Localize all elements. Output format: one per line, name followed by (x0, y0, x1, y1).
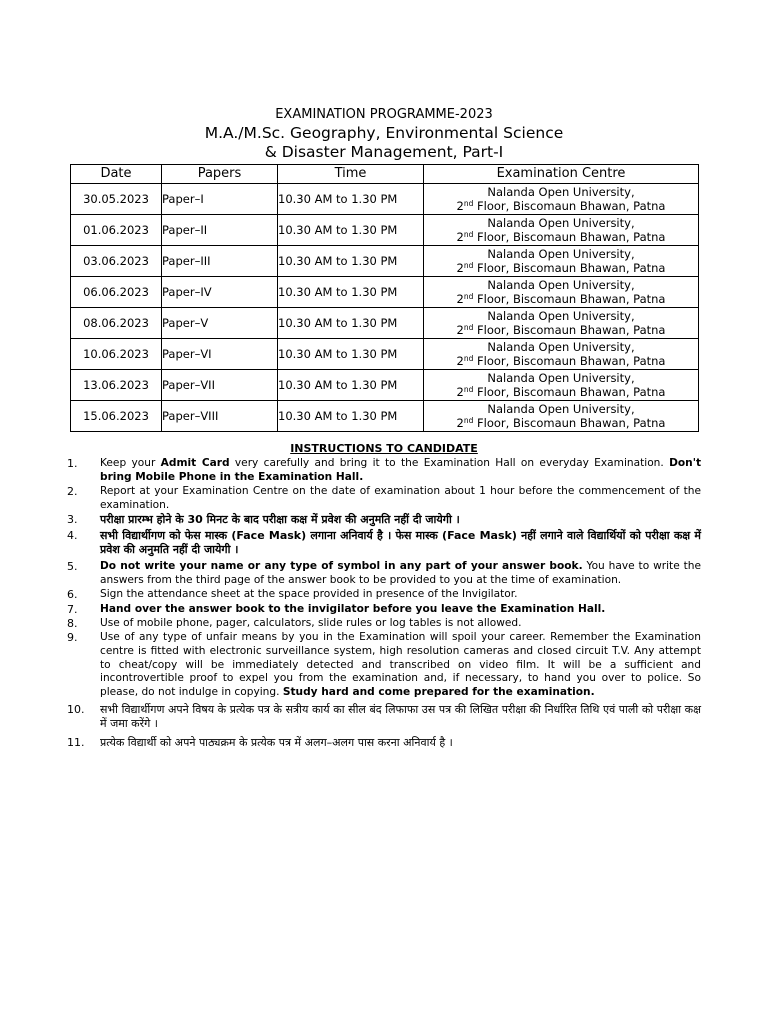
text-bold: Hand over the answer book to the invigilator before you leave the Examination Hall. (100, 603, 606, 615)
centre-name: Nalanda Open University, (487, 247, 635, 261)
cell-date: 13.06.2023 (71, 370, 162, 401)
cell-centre (424, 370, 699, 401)
floor-number: 2 (456, 416, 464, 430)
instruction-number: 5. (67, 560, 78, 573)
cell-date: 30.05.2023 (71, 184, 162, 215)
table-row (71, 339, 699, 370)
centre-address (424, 416, 698, 430)
floor-number: 2 (456, 354, 464, 368)
cell-time: 10.30 AM to 1.30 PM (278, 370, 424, 401)
header-date: Date (71, 165, 162, 184)
instruction-number: 11. (67, 736, 85, 749)
floor-ordinal: nd (463, 261, 474, 270)
cell-centre (424, 215, 699, 246)
address-rest: Floor, Biscomaun Bhawan, Patna (473, 323, 666, 337)
centre-name: Nalanda Open University, (487, 185, 635, 199)
floor-number: 2 (456, 230, 464, 244)
instruction-number: 8. (67, 617, 78, 630)
cell-centre (424, 339, 699, 370)
cell-centre (424, 184, 699, 215)
instruction-text: प्रत्येक विद्यार्थी को अपने पाठ्यक्रम के प्रत्येक पत्र में अलग–अलग पास करना अनिवार्य है । (100, 736, 453, 749)
centre-name: Nalanda Open University, (487, 309, 635, 323)
floor-ordinal: nd (463, 230, 474, 239)
cell-paper: Paper–IV (162, 277, 278, 308)
cell-date: 10.06.2023 (71, 339, 162, 370)
instruction-number: 9. (67, 631, 78, 644)
cell-date: 06.06.2023 (71, 277, 162, 308)
header-centre: Examination Centre (424, 165, 699, 184)
address-rest: Floor, Biscomaun Bhawan, Patna (473, 292, 666, 306)
cell-time: 10.30 AM to 1.30 PM (278, 215, 424, 246)
table-row (71, 184, 699, 215)
floor-number: 2 (456, 385, 464, 399)
address-rest: Floor, Biscomaun Bhawan, Patna (473, 385, 666, 399)
centre-address (424, 385, 698, 399)
cell-centre (424, 401, 699, 432)
address-rest: Floor, Biscomaun Bhawan, Patna (473, 416, 666, 430)
instruction-text: सभी विद्यार्थीगण अपने विषय के प्रत्येक पत्र के सत्रीय कार्य का सील बंद लिफाफा उस पत्र की लिखित परीक्षा की निर्धारित तिथि एवं पाली को परीक्षा कक्ष में जमा करेंगे । (100, 703, 701, 730)
cell-date: 01.06.2023 (71, 215, 162, 246)
instruction-text (100, 457, 701, 485)
instruction-text (100, 560, 701, 588)
address-rest: Floor, Biscomaun Bhawan, Patna (473, 199, 666, 213)
centre-address (424, 323, 698, 337)
centre-address (424, 199, 698, 213)
floor-number: 2 (456, 292, 464, 306)
table-row (71, 401, 699, 432)
cell-centre (424, 308, 699, 339)
centre-address (424, 261, 698, 275)
cell-centre (424, 246, 699, 277)
cell-centre (424, 277, 699, 308)
cell-paper: Paper–III (162, 246, 278, 277)
table-row (71, 277, 699, 308)
cell-time: 10.30 AM to 1.30 PM (278, 339, 424, 370)
instruction-number: 4. (67, 529, 78, 542)
floor-number: 2 (456, 261, 464, 275)
cell-paper: Paper–II (162, 215, 278, 246)
table-row (71, 308, 699, 339)
cell-paper: Paper–VIII (162, 401, 278, 432)
text-bold: Study hard and come prepared for the examination. (282, 686, 595, 699)
header-papers: Papers (162, 165, 278, 184)
instruction-number: 2. (67, 485, 78, 498)
instructions-title: INSTRUCTIONS TO CANDIDATE (290, 442, 478, 455)
instruction-number: 10. (67, 703, 85, 716)
centre-name: Nalanda Open University, (487, 340, 635, 354)
floor-ordinal: nd (463, 199, 474, 208)
centre-address (424, 292, 698, 306)
header-time: Time (278, 165, 424, 184)
text-bold: Don't bring Mobile Phone in the Examination Hall. (100, 457, 702, 483)
floor-number: 2 (456, 199, 464, 213)
cell-paper: Paper–I (162, 184, 278, 215)
centre-address (424, 230, 698, 244)
centre-name: Nalanda Open University, (487, 402, 635, 416)
centre-name: Nalanda Open University, (487, 278, 635, 292)
address-rest: Floor, Biscomaun Bhawan, Patna (473, 230, 666, 244)
instruction-number: 3. (67, 513, 78, 526)
address-rest: Floor, Biscomaun Bhawan, Patna (473, 261, 666, 275)
text-part: Use of any type of unfair means by you in the Examination will spoil your career. Remember the Examination centre is fitted with electronic surveillance system, high resolution cameras and closed circuit T.V. Any attempt to cheat/copy will be immediately detected and transcribed on video film. It will be a sufficient and incontrovertible proof to expel you from the examination and, if necessary, to hand you over to police. So please, do not indulge in copying. (100, 631, 701, 699)
table-header-row (71, 165, 699, 184)
cell-date: 03.06.2023 (71, 246, 162, 277)
instruction-text: Sign the attendance sheet at the space provided in presence of the Invigilator. (100, 588, 518, 600)
cell-paper: Paper–VII (162, 370, 278, 401)
centre-address (424, 354, 698, 368)
floor-ordinal: nd (463, 416, 474, 425)
cell-paper: Paper–V (162, 308, 278, 339)
instruction-text: Use of mobile phone, pager, calculators, slide rules or log tables is not allowed. (100, 617, 522, 629)
cell-date: 15.06.2023 (71, 401, 162, 432)
text-part: Keep your (100, 457, 161, 469)
instruction-text (100, 603, 701, 617)
table-row (71, 246, 699, 277)
text-part: very carefully and bring it to the Examination Hall on everyday Examination. (229, 457, 670, 469)
cell-time: 10.30 AM to 1.30 PM (278, 401, 424, 432)
cell-paper: Paper–VI (162, 339, 278, 370)
centre-name: Nalanda Open University, (487, 216, 635, 230)
text-part: You have to write the answers from the third page of the answer book to be provided to you at the time of examination. (100, 560, 701, 586)
instruction-number: 1. (67, 457, 78, 470)
text-bold: Do not write your name or any type of symbol in any part of your answer book. (100, 560, 583, 572)
centre-name: Nalanda Open University, (487, 371, 635, 385)
programme-title: EXAMINATION PROGRAMME-2023 (275, 107, 493, 122)
floor-ordinal: nd (463, 385, 474, 394)
instruction-text: सभी विद्यार्थीगण को फेस मास्क (Face Mask) लगाना अनिवार्य है । फेस मास्क (Face Mask) नहीं लगाने वाले विद्यार्थियों को परीक्षा कक्ष में प्रवेश की अनुमति नहीं दी जायेगी । (100, 529, 701, 556)
table-row (71, 370, 699, 401)
cell-time: 10.30 AM to 1.30 PM (278, 277, 424, 308)
instruction-number: 6. (67, 588, 78, 601)
floor-ordinal: nd (463, 323, 474, 332)
cell-time: 10.30 AM to 1.30 PM (278, 184, 424, 215)
course-title-line2: & Disaster Management, Part-I (264, 143, 504, 161)
address-rest: Floor, Biscomaun Bhawan, Patna (473, 354, 666, 368)
floor-ordinal: nd (463, 292, 474, 301)
exam-schedule-table (70, 164, 699, 432)
instruction-number: 7. (67, 603, 78, 616)
course-title-line1: M.A./M.Sc. Geography, Environmental Science (204, 124, 564, 142)
instruction-text (100, 631, 701, 700)
floor-number: 2 (456, 323, 464, 337)
cell-date: 08.06.2023 (71, 308, 162, 339)
instruction-text: Report at your Examination Centre on the date of examination about 1 hour before the commencement of the examination. (100, 485, 701, 511)
cell-time: 10.30 AM to 1.30 PM (278, 308, 424, 339)
instruction-text: परीक्षा प्रारम्भ होने के 30 मिनट के बाद परीक्षा कक्ष में प्रवेश की अनुमति नहीं दी जायेगी । (100, 513, 460, 526)
floor-ordinal: nd (463, 354, 474, 363)
table-row (71, 215, 699, 246)
text-bold: Admit Card (160, 457, 230, 469)
cell-time: 10.30 AM to 1.30 PM (278, 246, 424, 277)
